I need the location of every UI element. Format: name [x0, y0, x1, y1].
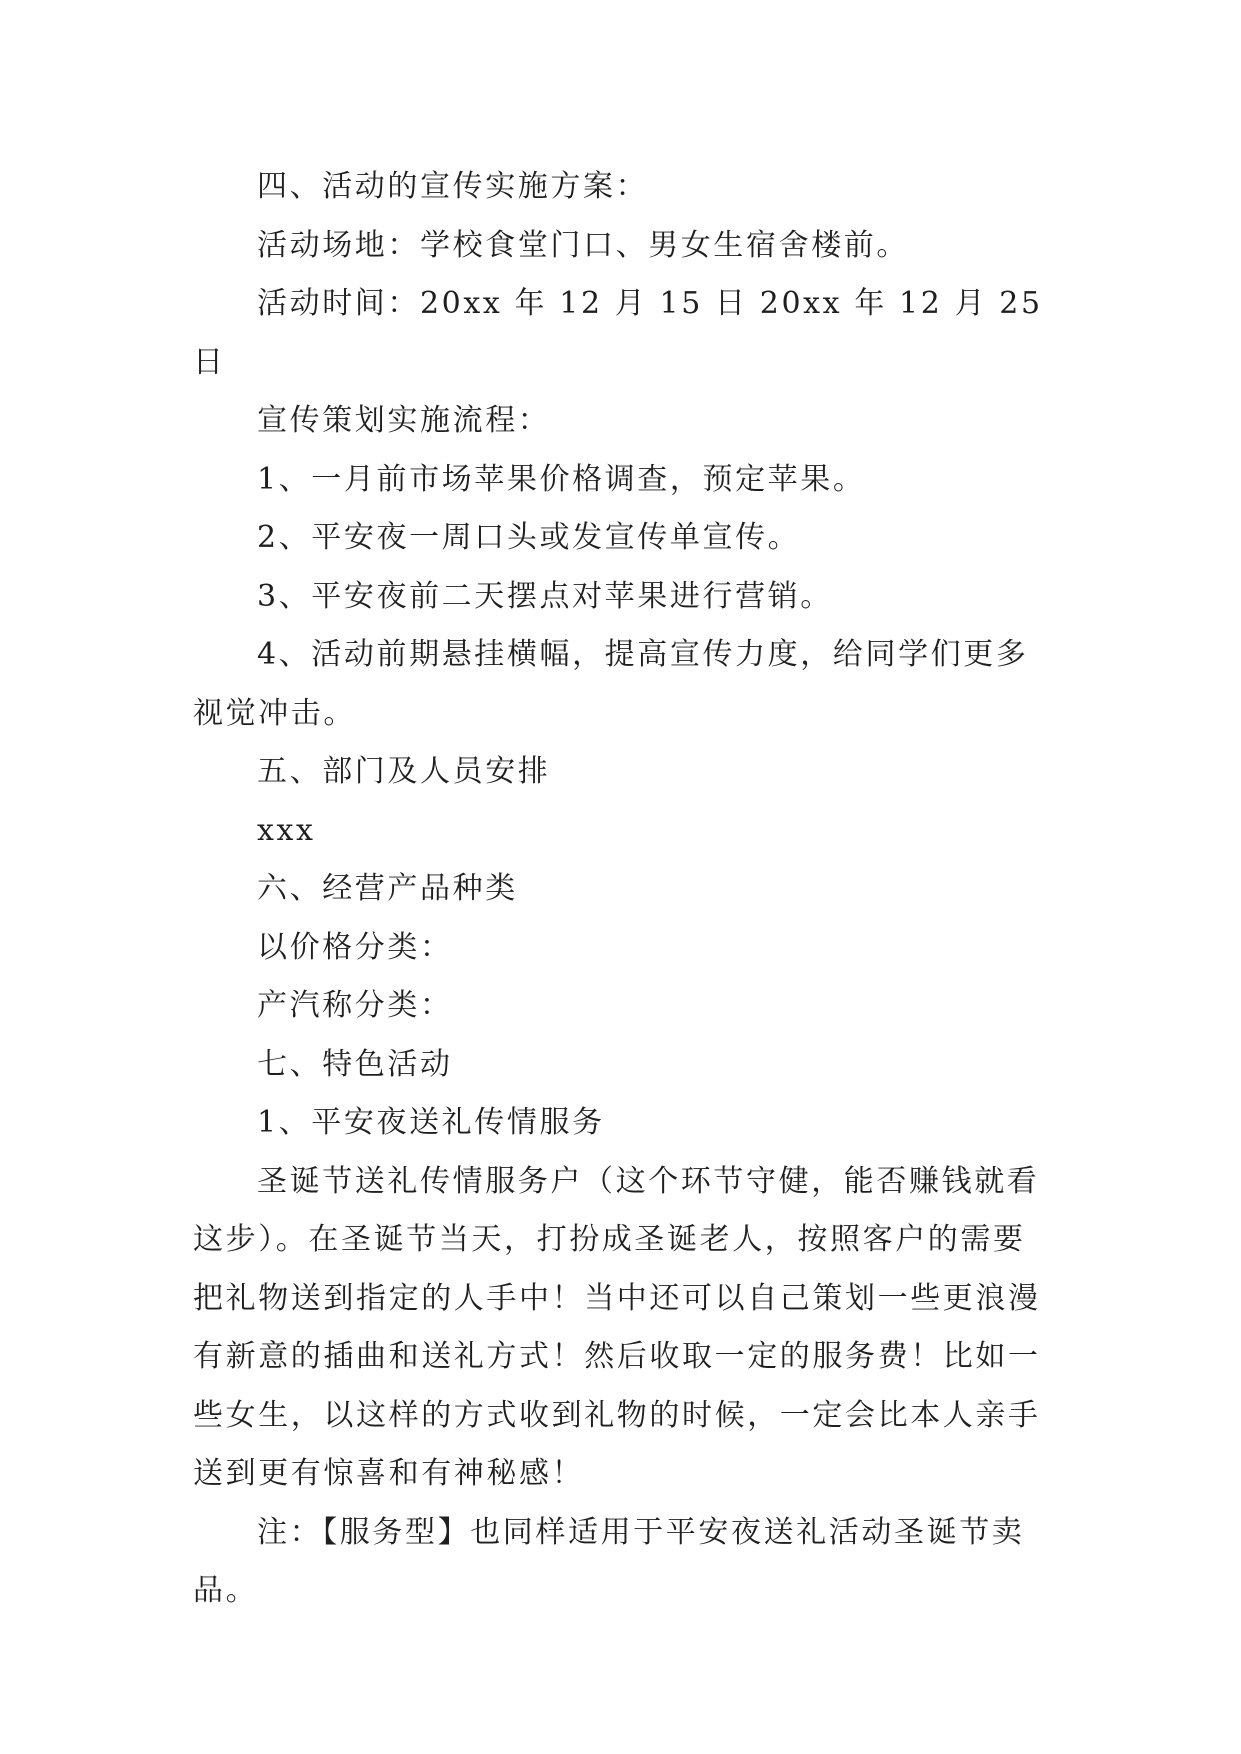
process-step-4: 4、活动前期悬挂横幅，提高宣传力度，给同学们更多视觉冲击。: [193, 637, 1029, 731]
section-heading-staffing: 五、部门及人员安排: [257, 754, 551, 789]
process-step-2: 2、平安夜一周口头或发宣传单宣传。: [257, 520, 801, 555]
section-heading-promotion-plan: 四、活动的宣传实施方案：: [257, 169, 649, 204]
service-note: 注：【服务型】也同样适用于平安夜送礼活动圣诞节卖品。: [193, 1514, 1025, 1608]
staffing-placeholder: xxx: [257, 812, 316, 848]
activity-time: 活动时间：20xx 年 12 月 15 日 20xx 年 12 月 25 日: [193, 286, 1043, 380]
document-body: [193, 158, 1053, 1621]
process-step-1: 1、一月前市场苹果价格调查，预定苹果。: [257, 461, 866, 497]
process-step-3: 3、平安夜前二天摆点对苹果进行营销。: [257, 578, 833, 614]
section-heading-special-activities: 七、特色活动: [257, 1046, 453, 1082]
special-activity-1-title: 1、平安夜送礼传情服务: [257, 1105, 605, 1140]
special-activity-1-description: 圣诞节送礼传情服务户（这个环节守健，能否赚钱就看这步）。在圣诞节当天，打扮成圣诞老人，按照客户的需要把礼物送到指定的人手中！当中还可以自己策划一些更浪漫有新意的插曲和送礼方式！然后收取一定的服务费！比如一些女生，以这样的方式收到礼物的时候，一定会比本人亲手送到更有惊喜和有神秘感！: [193, 1163, 1041, 1491]
classify-by-price: 以价格分类：: [257, 929, 453, 965]
classify-by-name: 产汽称分类：: [257, 988, 453, 1023]
activity-venue: 活动场地：学校食堂门口、男女生宿舍楼前。: [257, 227, 909, 263]
section-heading-product-types: 六、经营产品种类: [257, 871, 518, 906]
promotion-process-heading: 宣传策划实施流程：: [257, 403, 551, 438]
